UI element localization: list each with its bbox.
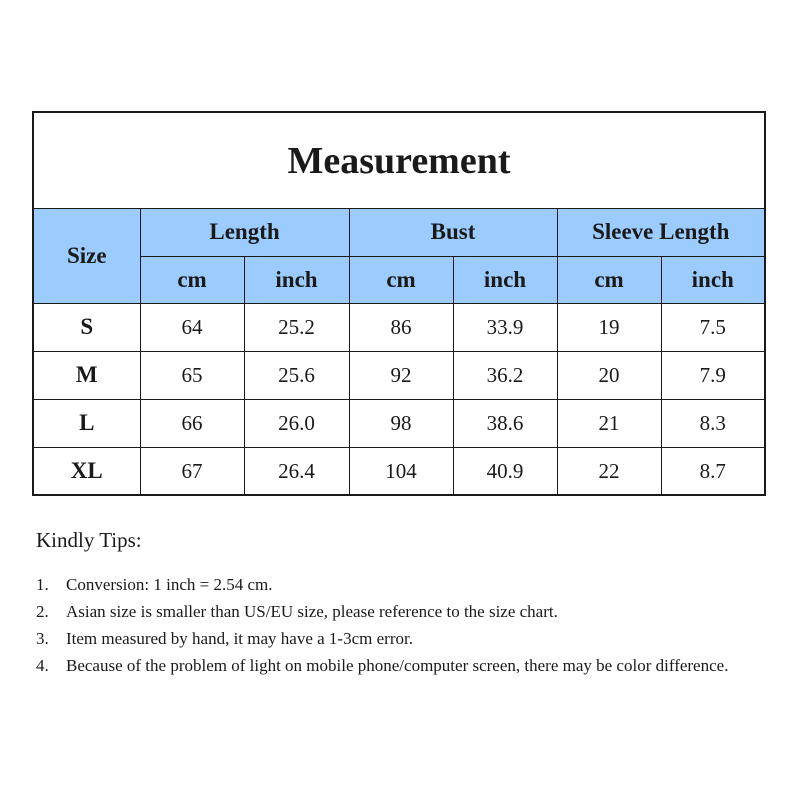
table-cell: 92 (349, 351, 453, 399)
table-cell: 25.2 (244, 303, 349, 351)
tips-title: Kindly Tips: (36, 528, 142, 552)
table-cell: 26.0 (244, 399, 349, 447)
unit-header: cm (349, 256, 453, 303)
table-cell: 67 (140, 447, 244, 495)
table-cell: 8.3 (661, 399, 764, 447)
table-cell: 19 (557, 303, 661, 351)
group-header-length: Length (140, 209, 349, 256)
table-cell: 86 (349, 303, 453, 351)
table-cell: 104 (349, 447, 453, 495)
tip-item (36, 652, 756, 679)
unit-header-row (34, 256, 764, 303)
table-cell: 22 (557, 447, 661, 495)
tip-text: Item measured by hand, it may have a 1-3cm error. (66, 629, 413, 648)
chart-title: Measurement (34, 113, 764, 209)
tip-item (36, 598, 756, 625)
tip-text: Conversion: 1 inch = 2.54 cm. (66, 575, 273, 594)
tip-number: 4. (36, 656, 49, 675)
tips-section (36, 528, 756, 679)
size-chart (32, 111, 766, 496)
unit-header: inch (244, 256, 349, 303)
table-row (34, 303, 764, 351)
table-cell: 64 (140, 303, 244, 351)
group-header-sleeve-length: Sleeve Length (557, 209, 764, 256)
group-header-bust: Bust (349, 209, 557, 256)
table-row (34, 399, 764, 447)
group-header-row (34, 209, 764, 256)
size-label: S (34, 303, 140, 351)
table-cell: 20 (557, 351, 661, 399)
table-row (34, 351, 764, 399)
size-label: XL (34, 447, 140, 495)
tips-list (36, 571, 756, 679)
tip-number: 1. (36, 575, 49, 594)
table-row (34, 447, 764, 495)
tip-number: 2. (36, 602, 49, 621)
tip-item (36, 625, 756, 652)
table-cell: 40.9 (453, 447, 557, 495)
size-table (34, 209, 764, 495)
table-cell: 25.6 (244, 351, 349, 399)
table-cell: 65 (140, 351, 244, 399)
size-label: L (34, 399, 140, 447)
size-header: Size (34, 209, 140, 303)
tip-text: Because of the problem of light on mobile phone/computer screen, there may be color difference. (66, 656, 729, 675)
table-cell: 8.7 (661, 447, 764, 495)
tip-item (36, 571, 756, 598)
table-cell: 33.9 (453, 303, 557, 351)
table-cell: 98 (349, 399, 453, 447)
table-cell: 7.9 (661, 351, 764, 399)
table-cell: 36.2 (453, 351, 557, 399)
unit-header: inch (661, 256, 764, 303)
unit-header: cm (140, 256, 244, 303)
unit-header: inch (453, 256, 557, 303)
table-cell: 38.6 (453, 399, 557, 447)
tip-number: 3. (36, 629, 49, 648)
size-label: M (34, 351, 140, 399)
tip-text: Asian size is smaller than US/EU size, please reference to the size chart. (66, 602, 558, 621)
table-cell: 66 (140, 399, 244, 447)
unit-header: cm (557, 256, 661, 303)
table-cell: 21 (557, 399, 661, 447)
table-cell: 26.4 (244, 447, 349, 495)
table-cell: 7.5 (661, 303, 764, 351)
